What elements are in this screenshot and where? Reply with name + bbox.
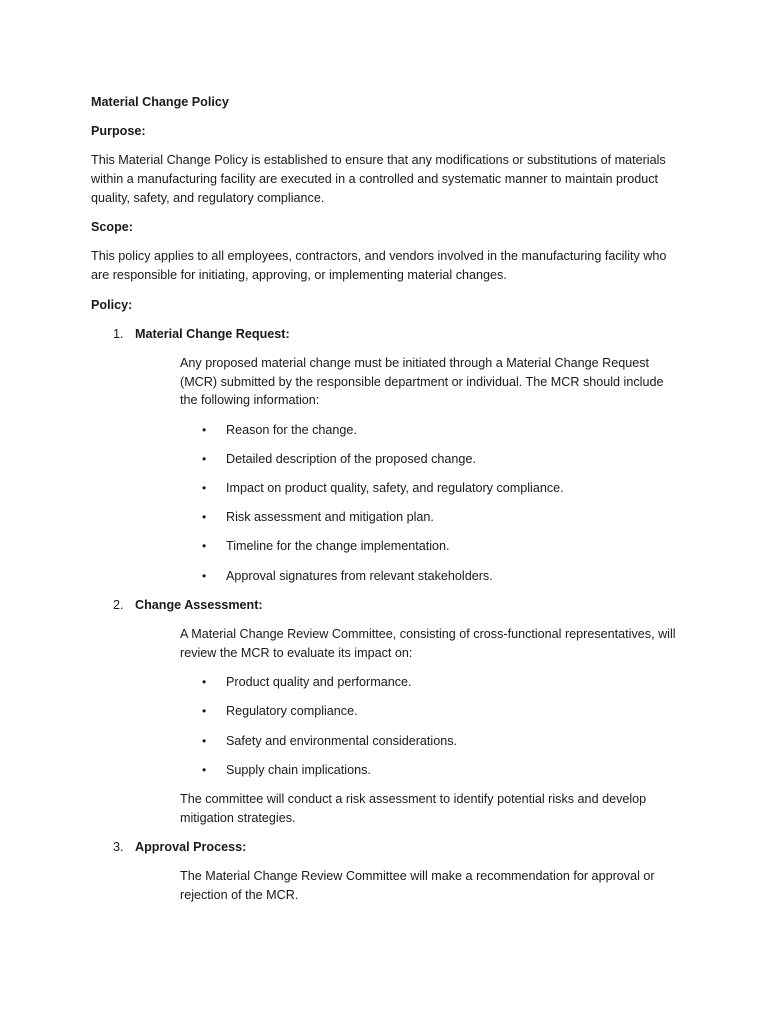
- section-title: Change Assessment:: [135, 597, 263, 612]
- list-item-text: Timeline for the change implementation.: [226, 539, 450, 554]
- bullet-icon: •: [202, 733, 207, 748]
- section-closing: The committee will conduct a risk assessment to identify potential risks and develop mitigation strategies.: [180, 791, 647, 825]
- bullet-list: [180, 421, 680, 586]
- bullet-icon: •: [202, 675, 207, 690]
- bullet-icon: •: [202, 422, 207, 437]
- bullet-icon: •: [202, 704, 207, 719]
- scope-heading: Scope:: [91, 220, 133, 235]
- section-number: 2.: [113, 597, 124, 612]
- bullet-icon: •: [202, 481, 207, 496]
- list-item: [180, 479, 680, 498]
- section-number: 3.: [113, 840, 124, 855]
- section-number: 1.: [113, 326, 124, 341]
- list-item-text: Regulatory compliance.: [226, 704, 358, 719]
- list-item-text: Detailed description of the proposed change.: [226, 451, 476, 466]
- section-2-heading: [91, 596, 681, 615]
- list-item: [180, 537, 680, 556]
- policy-heading: Policy:: [91, 297, 133, 312]
- list-item-text: Risk assessment and mitigation plan.: [226, 510, 434, 525]
- list-item: [180, 761, 680, 780]
- section-2-body: [180, 625, 680, 827]
- list-item: [180, 732, 680, 751]
- list-item-text: Impact on product quality, safety, and regulatory compliance.: [226, 481, 564, 496]
- list-item-text: Safety and environmental considerations.: [226, 733, 458, 748]
- list-item-text: Reason for the change.: [226, 422, 357, 437]
- bullet-icon: •: [202, 762, 207, 777]
- section-3-heading: [91, 838, 681, 857]
- section-title: Material Change Request:: [135, 326, 290, 341]
- list-item: [180, 673, 680, 692]
- list-item: [180, 450, 680, 469]
- list-item: [180, 508, 680, 527]
- purpose-paragraph: This Material Change Policy is established to ensure that any modifications or substitutions of materials within a manufacturing facility are executed in a controlled and systematic manner to maintain product quality, safety, and regulatory compliance.: [91, 153, 666, 205]
- section-intro: The Material Change Review Committee will make a recommendation for approval or rejection of the MCR.: [180, 869, 655, 902]
- list-item: [180, 421, 680, 440]
- document-page: [91, 93, 681, 905]
- section-title: Approval Process:: [135, 840, 247, 855]
- section-intro: A Material Change Review Committee, consisting of cross-functional representatives, will review the MCR to evaluate its impact on:: [180, 627, 676, 660]
- purpose-heading: Purpose:: [91, 124, 146, 139]
- bullet-icon: •: [202, 451, 207, 466]
- bullet-list: [180, 673, 680, 779]
- bullet-icon: •: [202, 568, 207, 583]
- list-item-text: Approval signatures from relevant stakeholders.: [226, 568, 493, 583]
- list-item: [180, 702, 680, 721]
- list-item-text: Product quality and performance.: [226, 675, 412, 690]
- scope-paragraph: This policy applies to all employees, contractors, and vendors involved in the manufacturing facility who are responsible for initiating, approving, or implementing material changes.: [91, 249, 667, 282]
- section-3-body: [180, 867, 680, 904]
- list-item-text: Supply chain implications.: [226, 762, 371, 777]
- section-1-body: [180, 354, 680, 585]
- document-title: Material Change Policy: [91, 95, 229, 109]
- section-1-heading: [91, 325, 681, 344]
- list-item: [180, 567, 680, 586]
- bullet-icon: •: [202, 510, 207, 525]
- section-intro: Any proposed material change must be initiated through a Material Change Request (MCR) submitted by the responsible department or individual. The MCR should include the following information:: [180, 355, 664, 408]
- bullet-icon: •: [202, 539, 207, 554]
